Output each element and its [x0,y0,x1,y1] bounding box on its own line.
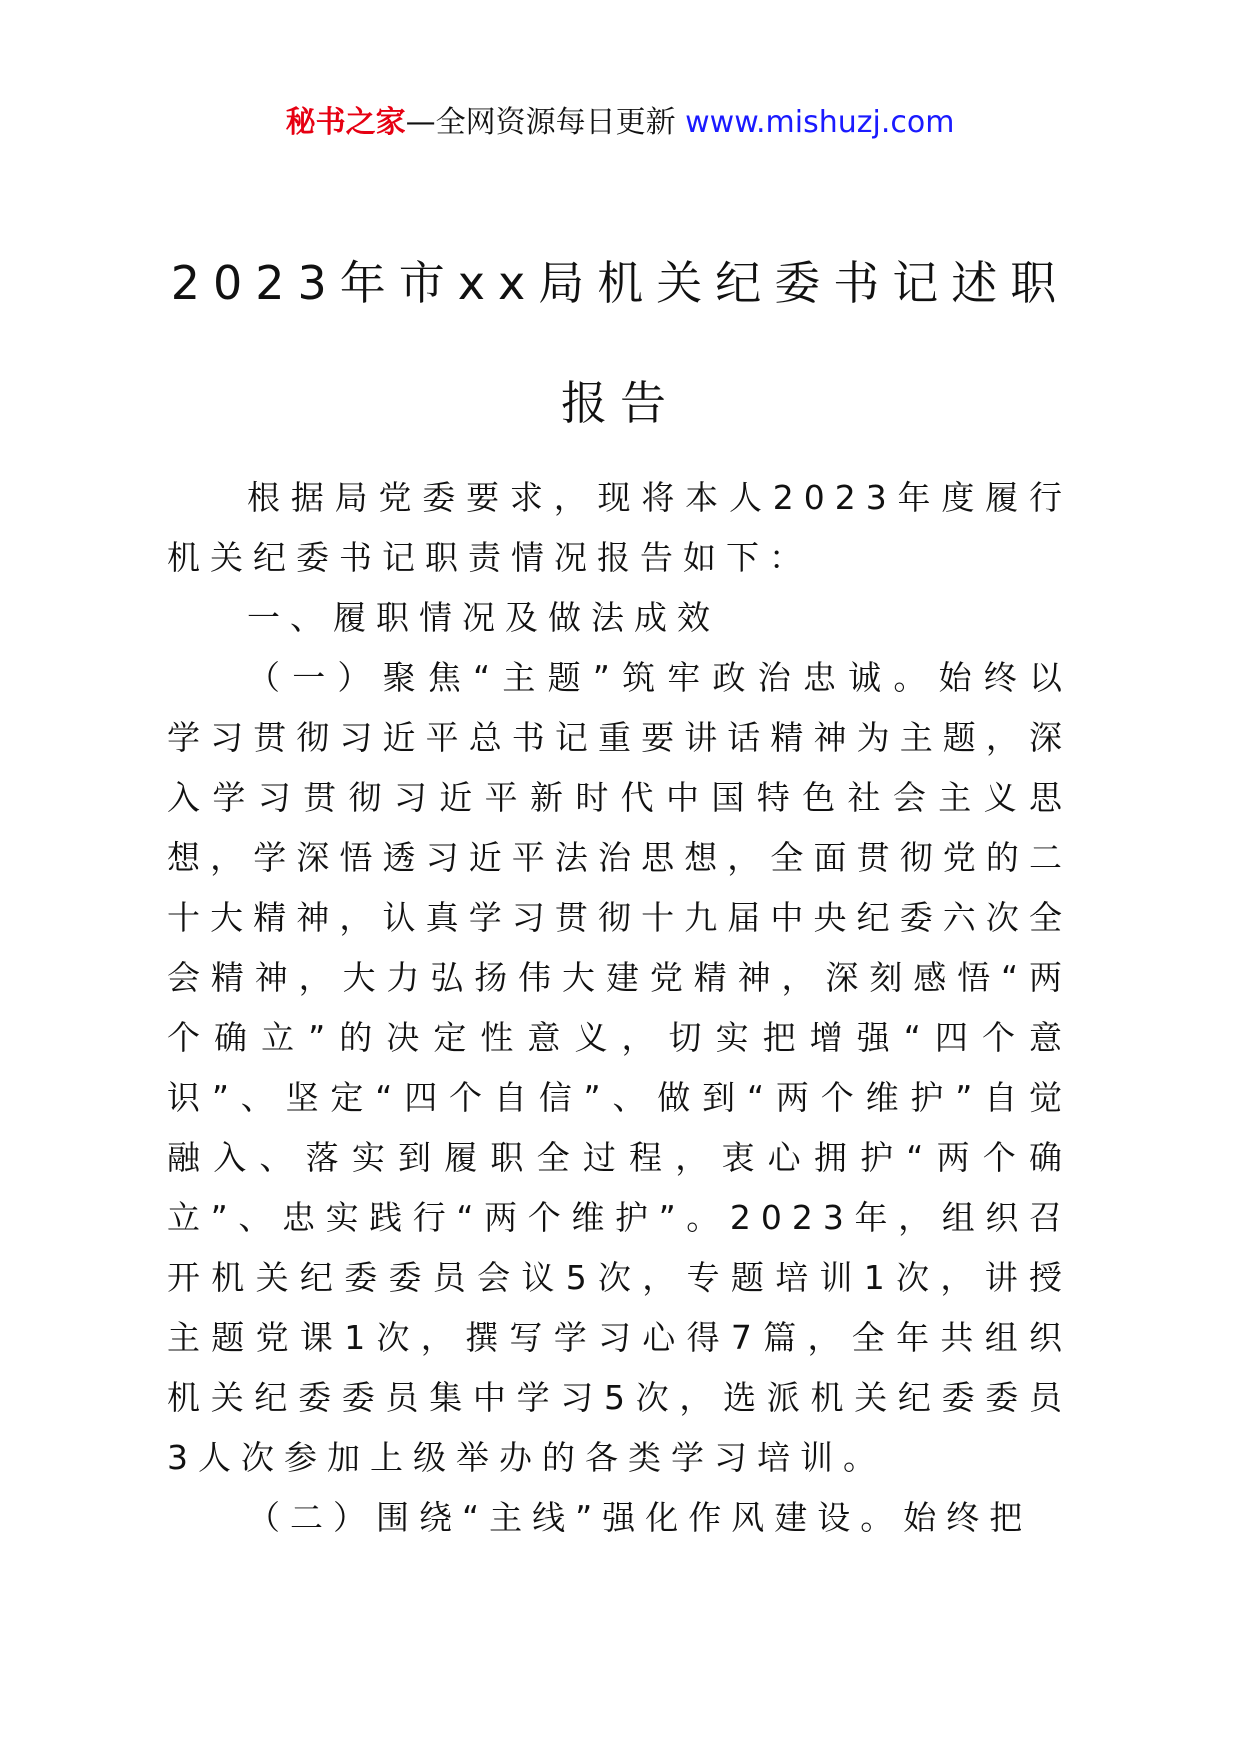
site-brand: 秘书之家 [285,105,406,140]
body-paragraph-2: （二）围绕“主线”强化作风建设。始终把 [247,1498,1033,1537]
section-heading-1: 一、履职情况及做法成效 [247,598,720,637]
document-title-line-2: 报告 [561,376,679,430]
intro-paragraph: 根据局党委要求，现将本人2023年度履行机关纪委书记职责情况报告如下： [167,478,1072,577]
body-paragraph-1: （一）聚焦“主题”筑牢政治忠诚。始终以学习贯彻习近平总书记重要讲话精神为主题，深入学习贯彻习近平新时代中国特色社会主义思想，学深悟透习近平法治思想，全面贯彻党的二十大精神，认真学习贯彻十九届中央纪委六次全会精神，大力弘扬伟大建党精神，深刻感悟“两个确立”的决定性意义，切实把增强“四个意识”、坚定“四个自信”、做到“两个维护”自觉融入、落实到履职全过程，衷心拥护“两个确立”、忠实践行“两个维护”。2023年，组织召开机关纪委委员会议5次，专题培训1次，讲授主题党课1次，撰写学习心得7篇，全年共组织机关纪委委员集中学习5次，选派机关纪委委员3人次参加上级举办的各类学习培训。 [167,658,1072,1477]
document-title-line-1: 2023年市xx局机关纪委书记述职 [170,256,1070,310]
site-tagline: —全网资源每日更新 [405,105,676,140]
document-body [167,468,1072,1548]
site-url-link[interactable]: www.mishuzj.com [685,105,955,140]
site-header [0,103,1240,143]
